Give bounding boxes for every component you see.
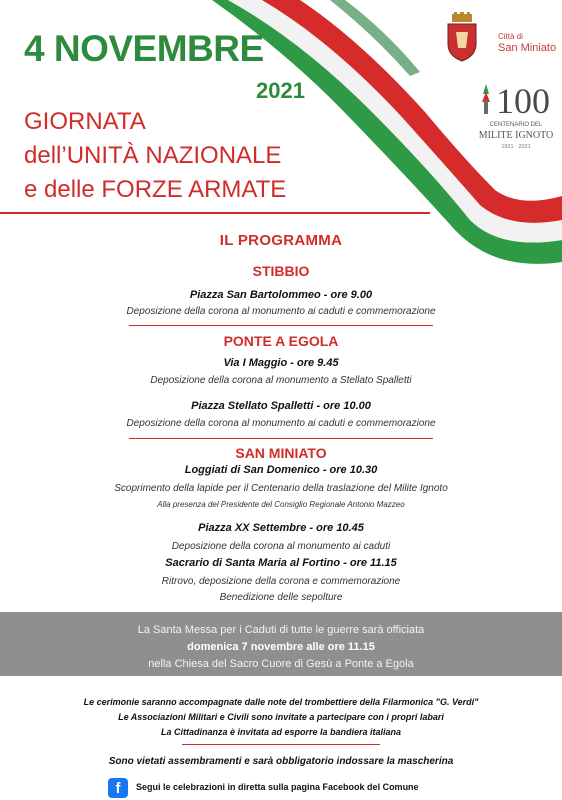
city-name: San Miniato xyxy=(498,42,557,54)
mass-info-box xyxy=(0,612,562,676)
event-title: Sacrario di Santa Maria al Fortino - ore 11.15 xyxy=(165,557,397,569)
mass-line-3: nella Chiesa del Sacro Cuore di Gesù a Ponte a Egola xyxy=(148,658,414,670)
event-title: Piazza XX Settembre - ore 10.45 xyxy=(198,522,364,534)
footer-line-2: Le Associazioni Militari e Civili sono invitate a partecipare con i propri labari xyxy=(118,712,444,722)
title-line-1: GIORNATA xyxy=(24,108,146,135)
footer-line-3: La Cittadinanza è invitata ad esporre la bandiera italiana xyxy=(160,727,402,737)
mass-line-1: La Santa Messa per i Caduti di tutte le guerre sarà officiata xyxy=(137,624,425,636)
footer-line-1: Le cerimonie saranno accompagnate dalle note del trombettiere della Filarmonica "G. Verdi" xyxy=(83,697,479,707)
city-crest-icon xyxy=(444,12,480,62)
section-title-san-miniato: SAN MINIATO xyxy=(235,445,327,461)
event-desc: Deposizione della corona al monumento ai caduti e commemorazione xyxy=(126,306,436,317)
centenary-logo xyxy=(470,78,560,156)
event-desc: Ritrovo, deposizione della corona e commemorazione xyxy=(161,576,401,587)
program-title: IL PROGRAMMA xyxy=(219,232,343,249)
mask-warning: Sono vietati assembramenti e sarà obbligatorio indossare la mascherina xyxy=(108,756,454,767)
facebook-icon[interactable]: f xyxy=(108,778,128,798)
section-divider xyxy=(129,325,433,326)
centenary-line1: CENTENARIO DEL xyxy=(489,122,543,128)
footer-divider xyxy=(182,744,380,745)
event-desc: Deposizione della corona al monumento ai caduti xyxy=(171,541,391,552)
event-title: Via I Maggio - ore 9.45 xyxy=(223,357,339,369)
facebook-link[interactable]: Segui le celebrazioni in diretta sulla pagina Facebook del Comune xyxy=(136,782,419,792)
event-year: 2021 xyxy=(256,78,305,103)
event-desc: Scoprimento della lapide per il Centenario della traslazione del Milite Ignoto xyxy=(114,483,448,494)
section-title-ponte-a-egola: PONTE A EGOLA xyxy=(223,333,339,349)
title-line-2: dell’UNITÀ NAZIONALE xyxy=(24,142,282,169)
event-title: Piazza San Bartolommeo - ore 9.00 xyxy=(189,289,373,301)
event-title: Loggiati di San Domenico - ore 10.30 xyxy=(184,464,378,476)
event-desc: Deposizione della corona al monumento a Stellato Spalletti xyxy=(150,375,412,386)
centenary-number: 100 xyxy=(496,81,550,121)
event-title: Piazza Stellato Spalletti - ore 10.00 xyxy=(191,400,371,412)
event-note: Alla presenza del Presidente del Consiglio Regionale Antonio Mazzeo xyxy=(157,500,405,509)
event-date: 4 NOVEMBRE xyxy=(24,28,264,69)
header-divider xyxy=(0,212,430,214)
mass-line-2: domenica 7 novembre alle ore 11.15 xyxy=(187,641,375,653)
centenary-line2: MILITE IGNOTO xyxy=(478,130,554,141)
event-desc: Benedizione delle sepolture xyxy=(219,592,343,603)
city-prefix: Città di xyxy=(498,32,523,41)
soldier-icon xyxy=(476,84,496,114)
centenary-years: 1921 · 2021 xyxy=(501,144,531,150)
section-title-stibbio: STIBBIO xyxy=(252,263,310,279)
event-desc: Deposizione della corona al monumento ai caduti e commemorazione xyxy=(126,418,436,429)
title-line-3: e delle FORZE ARMATE xyxy=(24,176,287,203)
section-divider xyxy=(129,438,433,439)
